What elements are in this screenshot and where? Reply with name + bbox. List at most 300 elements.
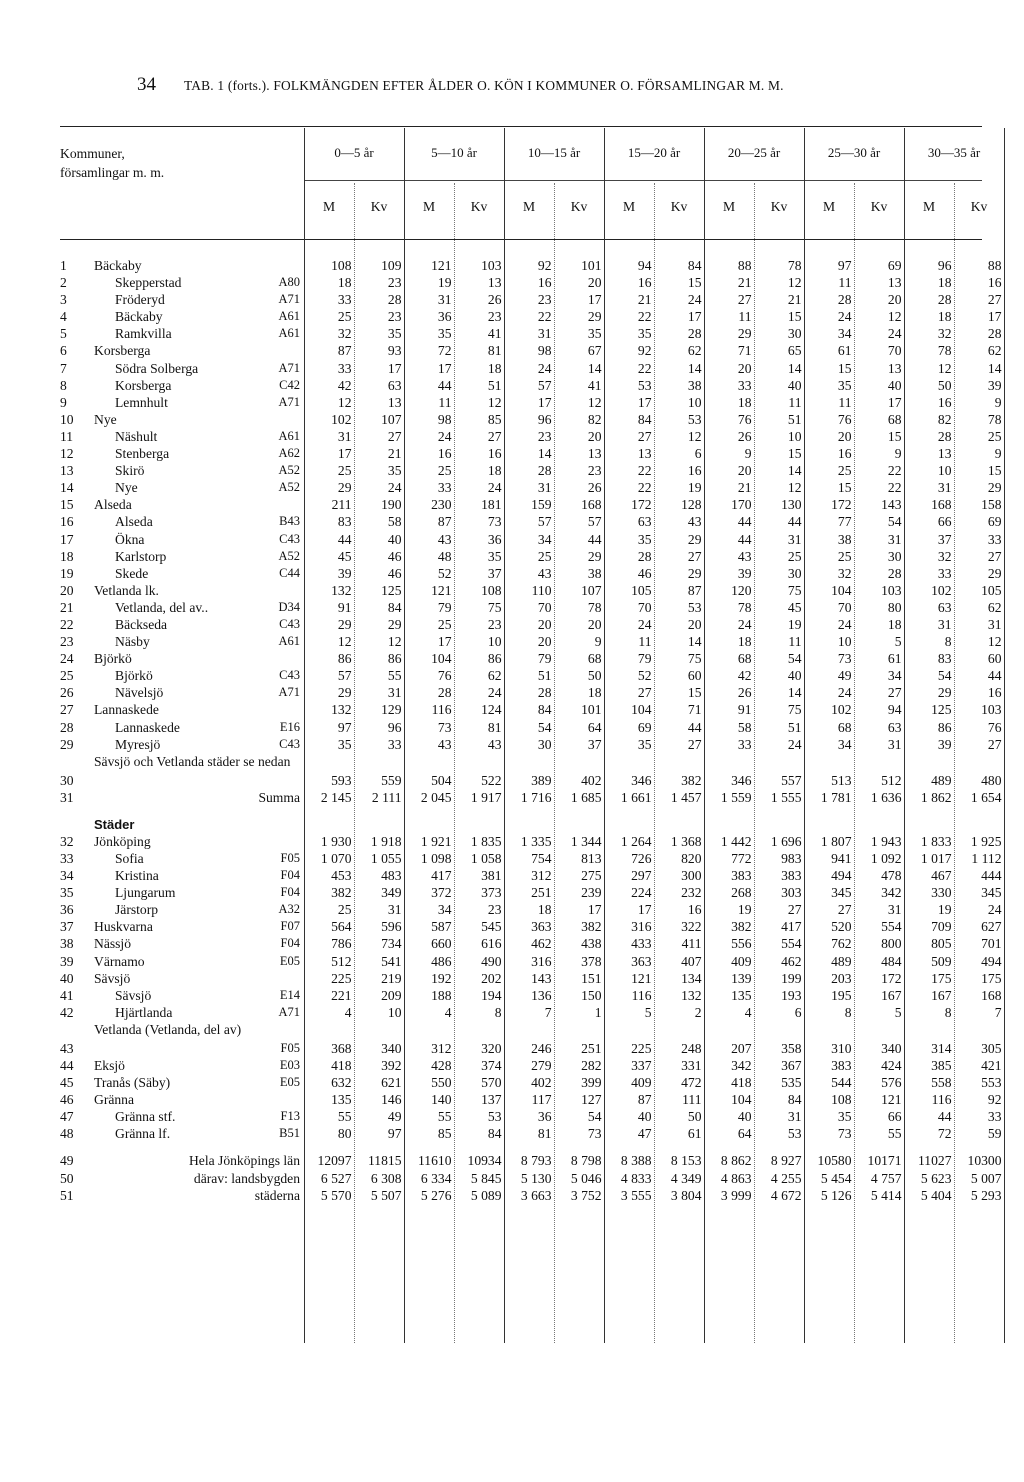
female-count: 51 (787, 719, 802, 735)
male-count: 22 (637, 360, 652, 376)
male-count: 1 335 (520, 833, 552, 849)
header-bottom-rule (60, 239, 982, 240)
female-count: 44 (587, 531, 602, 547)
female-count: 1 925 (970, 833, 1002, 849)
male-count: 5 126 (820, 1187, 852, 1203)
male-count: 32 (937, 326, 952, 342)
female-count: 1 112 (971, 851, 1002, 866)
line-number: 17 (60, 531, 74, 547)
female-count: 14 (787, 463, 802, 479)
male-count: 18 (337, 275, 352, 291)
female-count: 29 (987, 565, 1002, 581)
parish-code: A61 (278, 428, 300, 443)
male-count: 587 (431, 919, 452, 935)
female-count: 54 (587, 1109, 602, 1125)
male-count: 316 (531, 953, 552, 969)
male-count: 1 930 (320, 833, 352, 849)
row-name (94, 953, 304, 970)
row-name-text: Gränna stf. (115, 1109, 176, 1125)
male-count: 385 (931, 1057, 952, 1073)
female-count: 18 (487, 360, 502, 376)
female-count: 813 (581, 851, 602, 866)
line-number: 28 (60, 719, 74, 735)
male-count (404, 816, 454, 833)
female-count: 17 (587, 292, 602, 308)
table-row (60, 684, 1004, 701)
female-count: 111 (682, 1092, 702, 1108)
female-count: 27 (787, 902, 802, 918)
male-count: 558 (931, 1075, 952, 1091)
section-heading-row (60, 816, 1004, 833)
female-count: 24 (387, 480, 402, 496)
age-group-header: 5—10 år (431, 145, 477, 160)
row-name (94, 360, 304, 377)
female-count: 82 (587, 411, 602, 427)
female-count: 31 (787, 531, 802, 547)
row-name (94, 377, 304, 394)
male-count: 5 130 (520, 1170, 552, 1186)
female-count: 88 (987, 258, 1002, 273)
male-count: 297 (631, 868, 652, 884)
female-count: 28 (887, 565, 902, 581)
parish-code: A52 (278, 463, 300, 478)
female-count: 340 (881, 1040, 902, 1056)
parish-code: A32 (278, 902, 300, 917)
row-name-text: Ramkvilla (115, 326, 172, 342)
male-count: 337 (631, 1057, 652, 1073)
line-number: 50 (60, 1170, 74, 1186)
male-count: 17 (337, 446, 352, 462)
row-name (94, 633, 304, 650)
female-count: 199 (781, 970, 802, 986)
row-name (94, 1021, 304, 1057)
female-count: 13 (887, 275, 902, 291)
female-count: 1 555 (770, 789, 802, 805)
female-count: 41 (487, 326, 502, 342)
male-count: 69 (637, 719, 652, 735)
female-count: 23 (387, 309, 402, 325)
male-count: 44 (337, 531, 352, 547)
female-count: 10 (487, 634, 502, 650)
female-count: 38 (587, 565, 602, 581)
male-count: 11610 (418, 1153, 452, 1169)
table-row (60, 1057, 1004, 1074)
male-count: 15 (837, 480, 852, 496)
table-row (60, 462, 1004, 479)
female-count: 345 (981, 885, 1002, 901)
male-count: 97 (837, 258, 852, 273)
female-count: 101 (581, 258, 602, 273)
female-count: 26 (587, 480, 602, 496)
male-count: 310 (831, 1040, 852, 1056)
male-count: 27 (637, 685, 652, 701)
row-name-text: Myresjö (115, 736, 161, 752)
female-count: 92 (987, 1092, 1002, 1108)
female-count: 17 (687, 309, 702, 325)
male-count: 81 (537, 1126, 552, 1142)
male-count: 18 (537, 902, 552, 918)
male-count: 409 (631, 1075, 652, 1091)
female-count: 150 (581, 987, 602, 1003)
female-count: 62 (987, 343, 1002, 359)
table-row (60, 884, 1004, 901)
line-number: 48 (60, 1126, 74, 1142)
male-count: 10 (937, 463, 952, 479)
female-count: 31 (787, 1109, 802, 1125)
male-subheader: M (322, 199, 336, 214)
female-count: 78 (987, 411, 1002, 427)
male-count: 34 (437, 902, 452, 918)
male-count: 18 (737, 634, 752, 650)
female-count: 13 (587, 446, 602, 462)
male-count: 42 (337, 377, 352, 393)
male-count: 55 (437, 1109, 452, 1125)
female-count: 983 (781, 851, 802, 866)
male-count: 389 (531, 772, 552, 788)
female-count: 490 (481, 953, 502, 969)
parish-code: C44 (279, 565, 300, 580)
table-row (60, 513, 1004, 530)
male-count: 63 (937, 599, 952, 615)
female-count: 483 (381, 868, 402, 884)
row-name (94, 918, 304, 935)
group-rule (1004, 128, 1005, 1343)
line-number: 26 (60, 685, 74, 701)
row-name (94, 582, 304, 599)
female-count: 62 (987, 599, 1002, 615)
male-count: 83 (337, 514, 352, 530)
female-count: 15 (987, 463, 1002, 479)
male-count: 104 (731, 1092, 752, 1108)
female-count: 27 (687, 736, 702, 752)
line-number (60, 816, 94, 833)
female-count: 10171 (867, 1153, 902, 1169)
female-count: 46 (387, 548, 402, 564)
male-count: 120 (731, 582, 752, 598)
male-count: 3 663 (520, 1187, 552, 1203)
female-count: 20 (887, 292, 902, 308)
female-count: 358 (781, 1040, 802, 1056)
male-count: 21 (637, 292, 652, 308)
male-count: 35 (637, 736, 652, 752)
female-count: 559 (381, 772, 402, 788)
female-count: 175 (981, 970, 1002, 986)
parish-code: F05 (280, 1040, 300, 1055)
male-count: 34 (837, 736, 852, 752)
male-count: 8 (844, 1004, 852, 1020)
male-count: 345 (831, 885, 852, 901)
male-count: 417 (431, 868, 452, 884)
female-count: 75 (787, 582, 802, 598)
male-count: 23 (537, 428, 552, 444)
female-count: 30 (787, 326, 802, 342)
male-count: 17 (637, 394, 652, 410)
male-count: 1 559 (720, 789, 752, 805)
male-count: 94 (637, 258, 652, 273)
male-count: 225 (631, 1040, 652, 1056)
male-count: 19 (737, 902, 752, 918)
row-name-text: Karlstorp (115, 548, 167, 564)
table-row (60, 411, 1004, 428)
table-row (60, 360, 1004, 377)
male-count: 513 (831, 772, 852, 788)
male-count: 21 (737, 480, 752, 496)
female-count: 349 (381, 885, 402, 901)
row-name-text: Kristina (115, 868, 159, 884)
male-count: 5 276 (420, 1187, 452, 1203)
male-count: 25 (437, 616, 452, 632)
male-count: 37 (937, 531, 952, 547)
female-count: 87 (687, 582, 702, 598)
population-table (60, 257, 1004, 1204)
male-count: 9 (744, 446, 752, 462)
male-count: 1 716 (520, 789, 552, 805)
line-number: 37 (60, 919, 74, 935)
male-count: 63 (637, 514, 652, 530)
row-name (94, 411, 304, 428)
female-count: 11815 (368, 1153, 402, 1169)
female-count: 27 (987, 548, 1002, 564)
row-name (94, 753, 304, 789)
table-row (60, 1187, 1004, 1204)
row-name-text: Nävelsjö (115, 685, 164, 701)
male-count: 1 442 (720, 833, 752, 849)
female-count: 402 (581, 772, 602, 788)
female-count: 16 (987, 275, 1002, 291)
female-count: 342 (881, 885, 902, 901)
line-number: 51 (60, 1187, 74, 1203)
parish-code: A71 (278, 360, 300, 375)
male-count: 170 (731, 497, 752, 513)
male-count: 43 (437, 531, 452, 547)
female-count: 596 (381, 919, 402, 935)
male-count: 230 (431, 497, 452, 513)
female-count: 132 (681, 987, 702, 1003)
female-count: 1 (594, 1004, 602, 1020)
female-count: 127 (581, 1092, 602, 1108)
male-count: 70 (537, 599, 552, 615)
line-number: 18 (60, 548, 74, 564)
table-row (60, 650, 1004, 667)
male-count: 383 (731, 868, 752, 884)
male-count: 25 (837, 548, 852, 564)
line-number: 2 (60, 275, 67, 291)
male-count: 4 833 (620, 1170, 652, 1186)
male-count: 54 (937, 668, 952, 684)
female-count: 31 (887, 902, 902, 918)
female-count: 424 (881, 1057, 902, 1073)
female-count: 44 (787, 514, 802, 530)
line-number: 35 (60, 885, 74, 901)
male-count: 49 (837, 668, 852, 684)
table-row (60, 325, 1004, 342)
female-count: 61 (687, 1126, 702, 1142)
female-count: 20 (587, 275, 602, 291)
female-count: 109 (381, 258, 402, 273)
male-count: 11 (638, 634, 652, 650)
male-count: 786 (331, 936, 352, 952)
male-count: 382 (731, 919, 752, 935)
row-name-text: Alseda (115, 514, 153, 530)
female-count: 21 (787, 292, 802, 308)
female-count: 275 (581, 868, 602, 884)
line-number: 31 (60, 789, 74, 805)
male-count: 97 (337, 719, 352, 735)
female-count: 105 (981, 582, 1002, 598)
line-number: 14 (60, 480, 74, 496)
male-count: 1 862 (920, 789, 952, 805)
female-count: 62 (487, 668, 502, 684)
female-count: 33 (987, 1109, 1002, 1125)
female-count: 50 (687, 1109, 702, 1125)
row-name-text: Sofia (115, 851, 144, 866)
male-subheader: M (422, 199, 436, 214)
female-count: 18 (587, 685, 602, 701)
line-number: 15 (60, 497, 74, 513)
female-count: 13 (487, 275, 502, 291)
female-count: 25 (787, 548, 802, 564)
parish-code: A61 (278, 326, 300, 341)
table-row (60, 582, 1004, 599)
male-count: 79 (537, 651, 552, 667)
male-count: 66 (937, 514, 952, 530)
female-count: 248 (681, 1040, 702, 1056)
female-count: 97 (387, 1126, 402, 1142)
female-count: 554 (881, 919, 902, 935)
female-subheader: Kv (970, 199, 988, 214)
female-count: 14 (787, 360, 802, 376)
female-count: 10 (387, 1004, 402, 1020)
female-count: 27 (987, 736, 1002, 752)
female-count: 46 (387, 565, 402, 581)
male-count: 98 (437, 411, 452, 427)
male-count: 135 (331, 1092, 352, 1108)
female-count: 24 (487, 685, 502, 701)
male-count (604, 816, 654, 833)
male-count: 78 (937, 343, 952, 359)
male-count: 346 (731, 772, 752, 788)
male-count: 22 (637, 463, 652, 479)
male-count: 8 (944, 1004, 952, 1020)
female-count: 24 (887, 326, 902, 342)
column-label-line2: församlingar m. m. (60, 165, 165, 180)
female-count: 5 845 (470, 1170, 502, 1186)
age-group-header: 25—30 år (827, 145, 881, 160)
female-count: 158 (981, 497, 1002, 513)
male-subheader: M (622, 199, 636, 214)
male-count: 39 (737, 565, 752, 581)
female-count: 9 (894, 446, 902, 462)
line-number: 21 (60, 599, 74, 615)
female-count: 28 (687, 326, 702, 342)
row-name (94, 850, 304, 867)
female-count: 1 917 (470, 789, 502, 805)
female-count: 381 (481, 868, 502, 884)
male-count: 188 (431, 987, 452, 1003)
row-name (94, 274, 304, 291)
male-count: 6 527 (320, 1170, 352, 1186)
line-number: 34 (60, 868, 74, 884)
female-count: 17 (987, 309, 1002, 325)
female-count: 78 (587, 599, 602, 615)
female-count: 800 (881, 936, 902, 952)
female-count: 23 (387, 275, 402, 291)
female-count: 193 (781, 987, 802, 1003)
parish-code: A61 (278, 309, 300, 324)
male-count: 33 (337, 360, 352, 376)
parish-code: F13 (280, 1109, 300, 1124)
male-count: 207 (731, 1040, 752, 1056)
female-count: 2 111 (371, 789, 402, 805)
male-count: 30 (537, 736, 552, 752)
male-count: 172 (831, 497, 852, 513)
female-count: 4 349 (670, 1170, 702, 1186)
line-number: 45 (60, 1075, 74, 1091)
row-name-text: Hjärtlanda (115, 1004, 173, 1020)
female-count: 86 (387, 651, 402, 667)
female-count: 444 (981, 868, 1002, 884)
female-count: 24 (687, 292, 702, 308)
male-count: 316 (631, 919, 652, 935)
table-row (60, 719, 1004, 736)
female-count: 75 (687, 651, 702, 667)
female-count: 11 (788, 634, 802, 650)
male-count: 221 (331, 987, 352, 1003)
female-count: 23 (587, 463, 602, 479)
male-count: 28 (937, 428, 952, 444)
male-count: 28 (437, 685, 452, 701)
row-name (94, 342, 304, 359)
female-count: 462 (781, 953, 802, 969)
female-count: 68 (587, 651, 602, 667)
female-count: 64 (587, 719, 602, 735)
female-count: 73 (587, 1126, 602, 1142)
female-count: 1 696 (770, 833, 802, 849)
female-count: 5 046 (570, 1170, 602, 1186)
male-count: 27 (837, 902, 852, 918)
male-count: 38 (837, 531, 852, 547)
female-count: 34 (887, 668, 902, 684)
line-number: 29 (60, 736, 74, 752)
male-count: 18 (937, 309, 952, 325)
male-count: 33 (337, 292, 352, 308)
male-count: 489 (831, 953, 852, 969)
female-count: 168 (981, 987, 1002, 1003)
row-name-text: Järstorp (115, 902, 159, 918)
male-count: 117 (531, 1092, 552, 1108)
male-count: 1 070 (320, 851, 352, 866)
female-count: 10 (687, 394, 702, 410)
table-row (60, 987, 1004, 1004)
male-count: 25 (337, 902, 352, 918)
female-count: 61 (887, 651, 902, 667)
female-count: 8 153 (670, 1153, 702, 1169)
female-count: 17 (887, 394, 902, 410)
female-count: 407 (681, 953, 702, 969)
male-count: 10 (837, 634, 852, 650)
male-count: 2 145 (320, 789, 352, 805)
male-count: 33 (737, 377, 752, 393)
male-count: 35 (837, 1109, 852, 1125)
female-count: 23 (487, 616, 502, 632)
male-count: 46 (637, 565, 652, 581)
male-count: 550 (431, 1075, 452, 1091)
row-name-text: Skirö (115, 463, 145, 479)
male-count (504, 816, 554, 833)
table-row (60, 1108, 1004, 1125)
female-count: 53 (687, 599, 702, 615)
female-count: 5 (894, 634, 902, 650)
